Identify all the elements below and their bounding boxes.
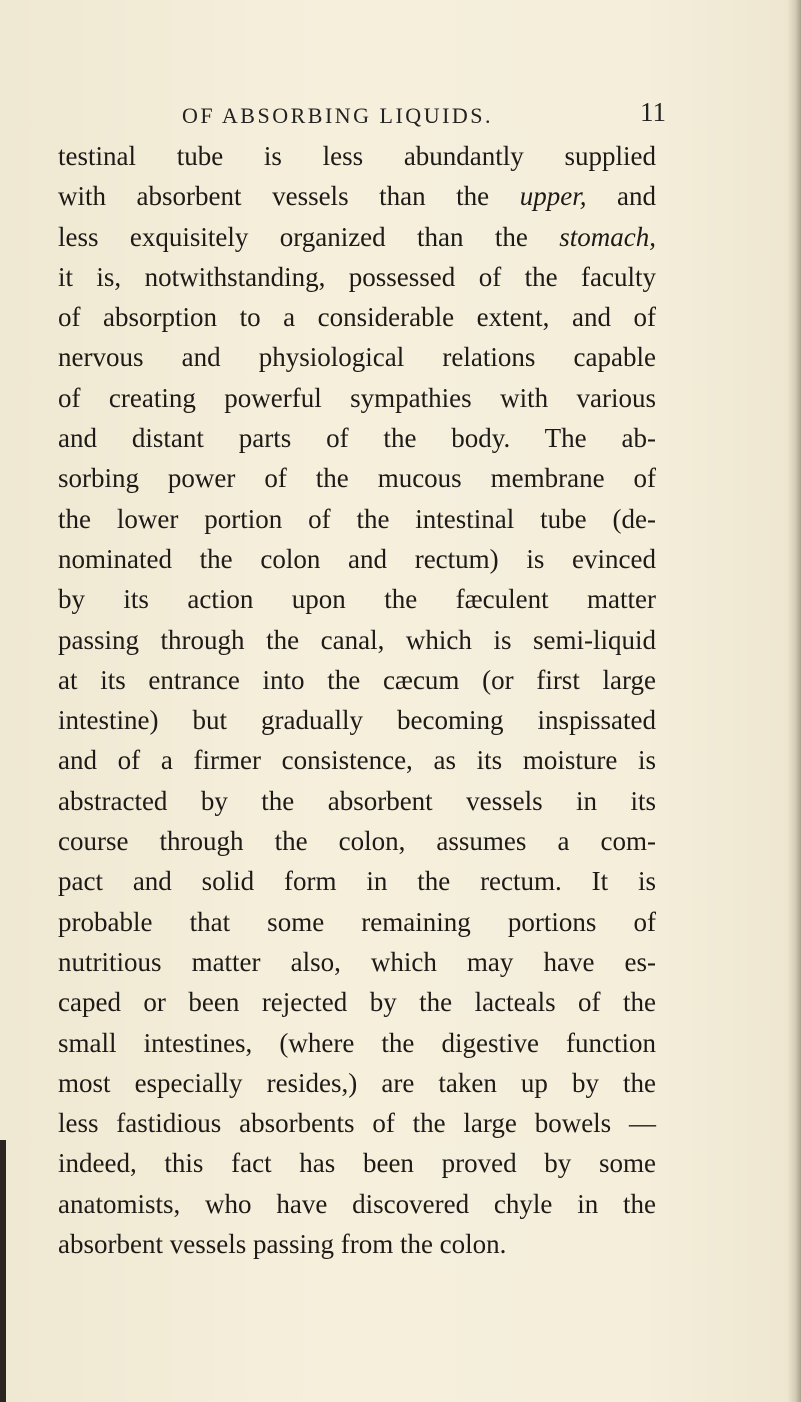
text-line: pact and solid form in the rectum. It is (58, 866, 656, 897)
text-run: and (586, 181, 657, 212)
text-line: indeed, this fact has been proved by some (58, 1148, 656, 1179)
text-line: abstracted by the absorbent vessels in its (58, 785, 656, 816)
text-line: nervous and physiological relations capable (58, 342, 656, 373)
italic-word: upper, (519, 181, 587, 212)
text-line: absorbent vessels passing from the colon. (58, 1229, 507, 1260)
text-line: passing through the canal, which is semi-liquid (58, 624, 656, 655)
text-line: and of a firmer consistence, as its moisture is (58, 745, 656, 776)
text-run: with absorbent vessels than the (58, 181, 520, 212)
text-line: anatomists, who have discovered chyle in the (58, 1188, 656, 1219)
page-gutter-shadow (787, 0, 801, 1402)
text-line: of creating powerful sympathies with various (58, 382, 656, 413)
text-line: and distant parts of the body. The ab- (58, 423, 656, 454)
text-line: by its action upon the fæculent matter (58, 584, 656, 615)
text-line: it is, notwithstanding, possessed of the faculty (58, 261, 656, 292)
running-title: OF ABSORBING LIQUIDS. (182, 103, 494, 128)
page-number: 11 (640, 97, 666, 127)
text-line: nutritious matter also, which may have es- (58, 946, 656, 977)
text-line: testinal tube is less abundantly supplied (58, 141, 656, 171)
text-line: the lower portion of the intestinal tube (de- (58, 503, 656, 534)
text-line: course through the colon, assumes a com- (58, 826, 656, 857)
text-line: intestine) but gradually becoming inspissated (58, 705, 656, 736)
text-run: less exquisitely organized than the (58, 221, 560, 252)
body-text (58, 136, 656, 1264)
text-line (58, 176, 656, 216)
italic-word: stomach, (559, 221, 656, 252)
text-line: most especially resides,) are taken up by the (58, 1067, 656, 1098)
text-line: small intestines, (where the digestive function (58, 1027, 656, 1058)
text-line: less fastidious absorbents of the large bowels — (58, 1108, 656, 1139)
text-line: caped or been rejected by the lacteals of the (58, 987, 656, 1018)
text-line: probable that some remaining portions of (58, 906, 656, 937)
text-line: at its entrance into the cæcum (or first large (58, 664, 656, 695)
text-line: of absorption to a considerable extent, and of (58, 302, 656, 333)
text-line (58, 217, 656, 257)
text-line: nominated the colon and rectum) is evinced (58, 543, 656, 574)
page-edge-dark (0, 1140, 6, 1402)
text-line: sorbing power of the mucous membrane of (58, 463, 656, 494)
